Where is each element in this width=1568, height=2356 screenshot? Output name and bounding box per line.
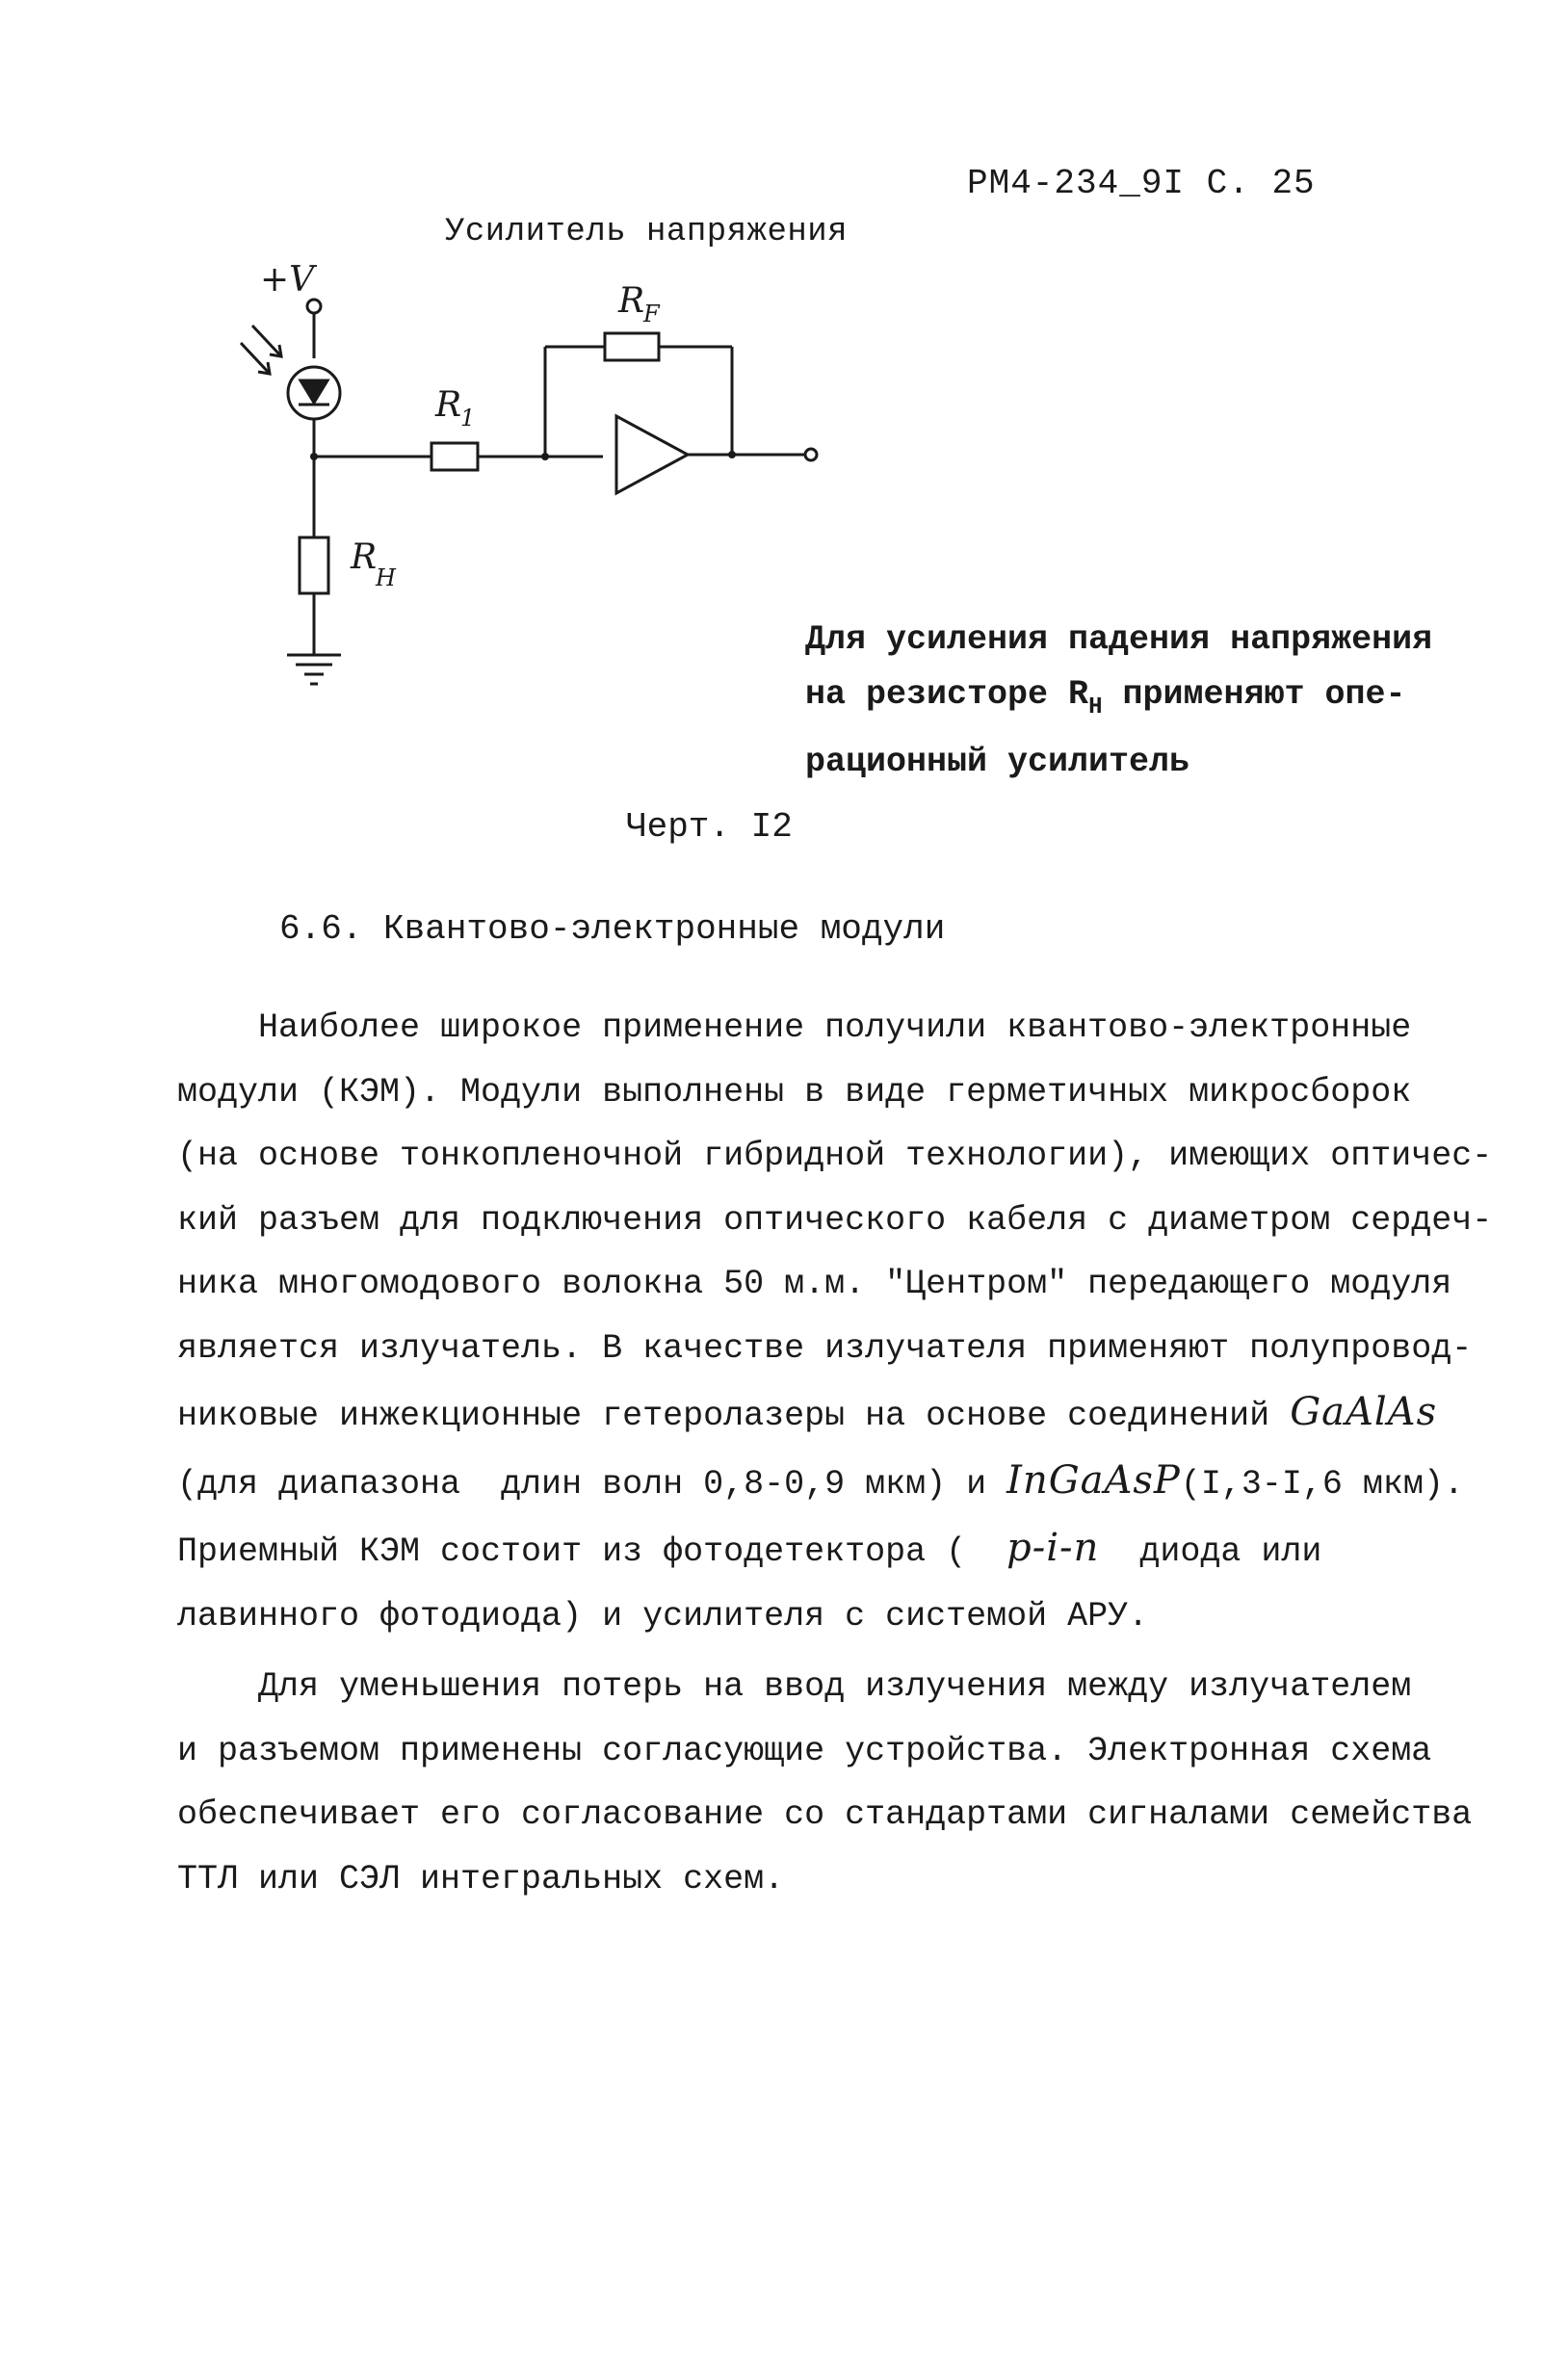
text-line: (для диапазона длин волн 0,8-0,9 мкм) и InGaAsP(I,3-I,6 мкм).	[177, 1457, 1464, 1504]
text-line: ника многомодового волокна 50 м.м. "Центром" передающего модуля	[177, 1265, 1452, 1303]
supply-label: +V	[260, 260, 315, 300]
resistor-r1	[431, 443, 478, 470]
paragraph	[177, 1655, 1506, 1911]
circuit-note	[805, 613, 1432, 790]
rf-label-subscript: F	[643, 301, 660, 327]
rh-label: R	[351, 537, 378, 577]
paragraph	[177, 996, 1506, 1648]
text-line: Приемный КЭМ состоит из фотодетектора ( p-i-n диода или	[177, 1526, 1322, 1571]
note-line: на резисторе $R_H$ применяют опе-	[805, 675, 1406, 720]
rf-label: R	[618, 281, 645, 321]
resistor-rf	[605, 333, 659, 360]
r1-label-subscript: 1	[460, 405, 476, 432]
ground-icon	[287, 655, 341, 684]
rh-label-subscript: H	[376, 564, 396, 591]
text-line: и разъемом применены согласующие устройства. Электронная схема	[177, 1731, 1432, 1770]
resistor-rh	[300, 537, 328, 593]
opamp-triangle	[616, 416, 688, 493]
text-line: (на основе тонкопленочной гибридной технологии), имеющих оптичес-	[177, 1137, 1493, 1175]
text-line: ТТЛ или СЭЛ интегральных схем.	[177, 1859, 785, 1898]
photodiode-icon	[288, 367, 340, 419]
circuit-title: Усилитель напряжения	[445, 214, 849, 250]
note-line: Для усиления падения напряжения	[805, 620, 1433, 659]
formula-pin: p-i-n	[1006, 1526, 1100, 1570]
formula-gaalas: GaAlAs	[1290, 1390, 1438, 1434]
section-heading: 6.6. Квантово-электронные модули	[279, 909, 946, 949]
figure-caption: Черт. I2	[626, 807, 793, 847]
light-arrows-icon	[241, 326, 281, 374]
text-line: является излучатель. В качестве излучателя применяют полупровод-	[177, 1328, 1473, 1368]
note-line: рационный усилитель	[805, 743, 1190, 781]
text-line: Наиболее широкое применение получили квантово-электронные	[177, 1008, 1412, 1047]
r1-label: R	[435, 385, 462, 425]
resistor-symbol: R	[1068, 675, 1089, 714]
text-line: никовые инжекционные гетеролазеры на основе соединений GaAlAs	[177, 1390, 1438, 1435]
formula-ingaasp: InGaAsP	[1006, 1457, 1181, 1503]
text-line: лавинного фотодиода) и усилителя с системой АРУ.	[177, 1596, 1149, 1636]
text-line: модули (КЭМ). Модули выполнены в виде герметичных микросборок	[177, 1072, 1412, 1112]
text-line: обеспечивает его согласование со стандартами сигналами семейства	[177, 1795, 1473, 1834]
output-terminal	[805, 449, 817, 460]
resistor-subscript: H	[1088, 694, 1103, 720]
text-line: кий разъем для подключения оптического кабеля с диаметром сердеч-	[177, 1200, 1493, 1240]
document-code: РМ4-234_9I С. 25	[967, 164, 1316, 203]
text-line: Для уменьшения потерь на ввод излучения между излучателем	[177, 1667, 1412, 1706]
supply-terminal	[307, 300, 321, 313]
